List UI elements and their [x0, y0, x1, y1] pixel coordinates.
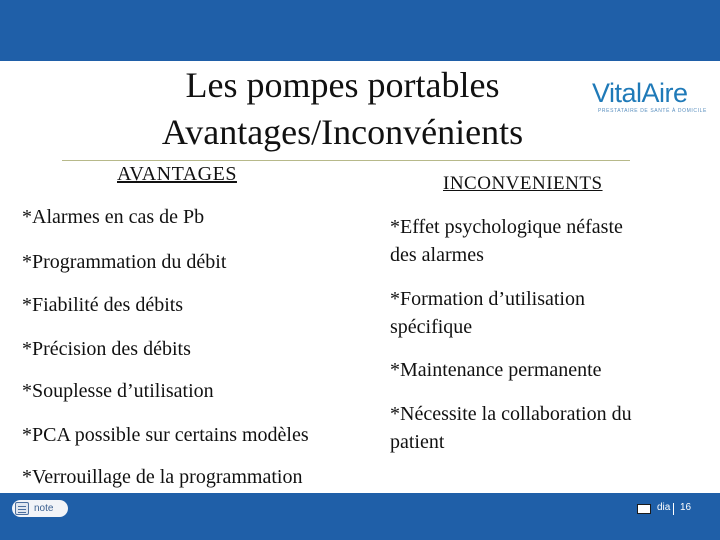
inconvenient-line: *Formation d’utilisation	[390, 288, 585, 310]
inconvenient-line: *Maintenance permanente	[390, 359, 602, 381]
slide-title	[100, 62, 585, 156]
avantage-item: *Verrouillage de la programmation	[22, 466, 303, 488]
slide-view-icon[interactable]	[637, 504, 651, 514]
avantage-item: *Souplesse d’utilisation	[22, 380, 214, 402]
notes-button[interactable]	[12, 500, 68, 517]
slide-number-divider	[673, 503, 674, 515]
inconvenients-heading: INCONVENIENTS	[443, 173, 603, 194]
inconvenient-line: patient	[390, 431, 445, 453]
inconvenient-item	[390, 356, 602, 384]
avantage-item: *Fiabilité des débits	[22, 294, 184, 316]
vitalaire-logo	[592, 78, 710, 118]
slide-label: dia	[657, 502, 671, 513]
avantage-item: *Alarmes en cas de Pb	[22, 206, 205, 228]
inconvenient-line: *Effet psychologique néfaste	[390, 216, 623, 238]
slide-number: 16	[680, 502, 692, 513]
bottom-banner	[0, 493, 720, 540]
inconvenient-line: des alarmes	[390, 244, 484, 266]
inconvenient-line: spécifique	[390, 316, 473, 338]
avantages-heading: AVANTAGES	[117, 163, 237, 185]
inconvenient-item	[390, 285, 585, 341]
avantage-item: *PCA possible sur certains modèles	[22, 424, 309, 446]
inconvenient-line: *Nécessite la collaboration du	[390, 403, 632, 425]
title-line-1: Les pompes portables	[185, 65, 500, 105]
logo-subtitle: PRESTATAIRE DE SANTÉ À DOMICILE	[598, 108, 707, 114]
title-divider	[62, 160, 630, 161]
title-line-2: Avantages/Inconvénients	[161, 112, 524, 152]
inconvenient-item	[390, 213, 623, 269]
notes-icon	[15, 502, 29, 515]
avantage-item: *Programmation du débit	[22, 251, 227, 273]
logo-text: VitalAire	[592, 78, 688, 108]
notes-label: note	[34, 503, 54, 514]
avantage-item: *Précision des débits	[22, 338, 191, 360]
top-banner	[0, 0, 720, 61]
inconvenient-item	[390, 400, 632, 456]
